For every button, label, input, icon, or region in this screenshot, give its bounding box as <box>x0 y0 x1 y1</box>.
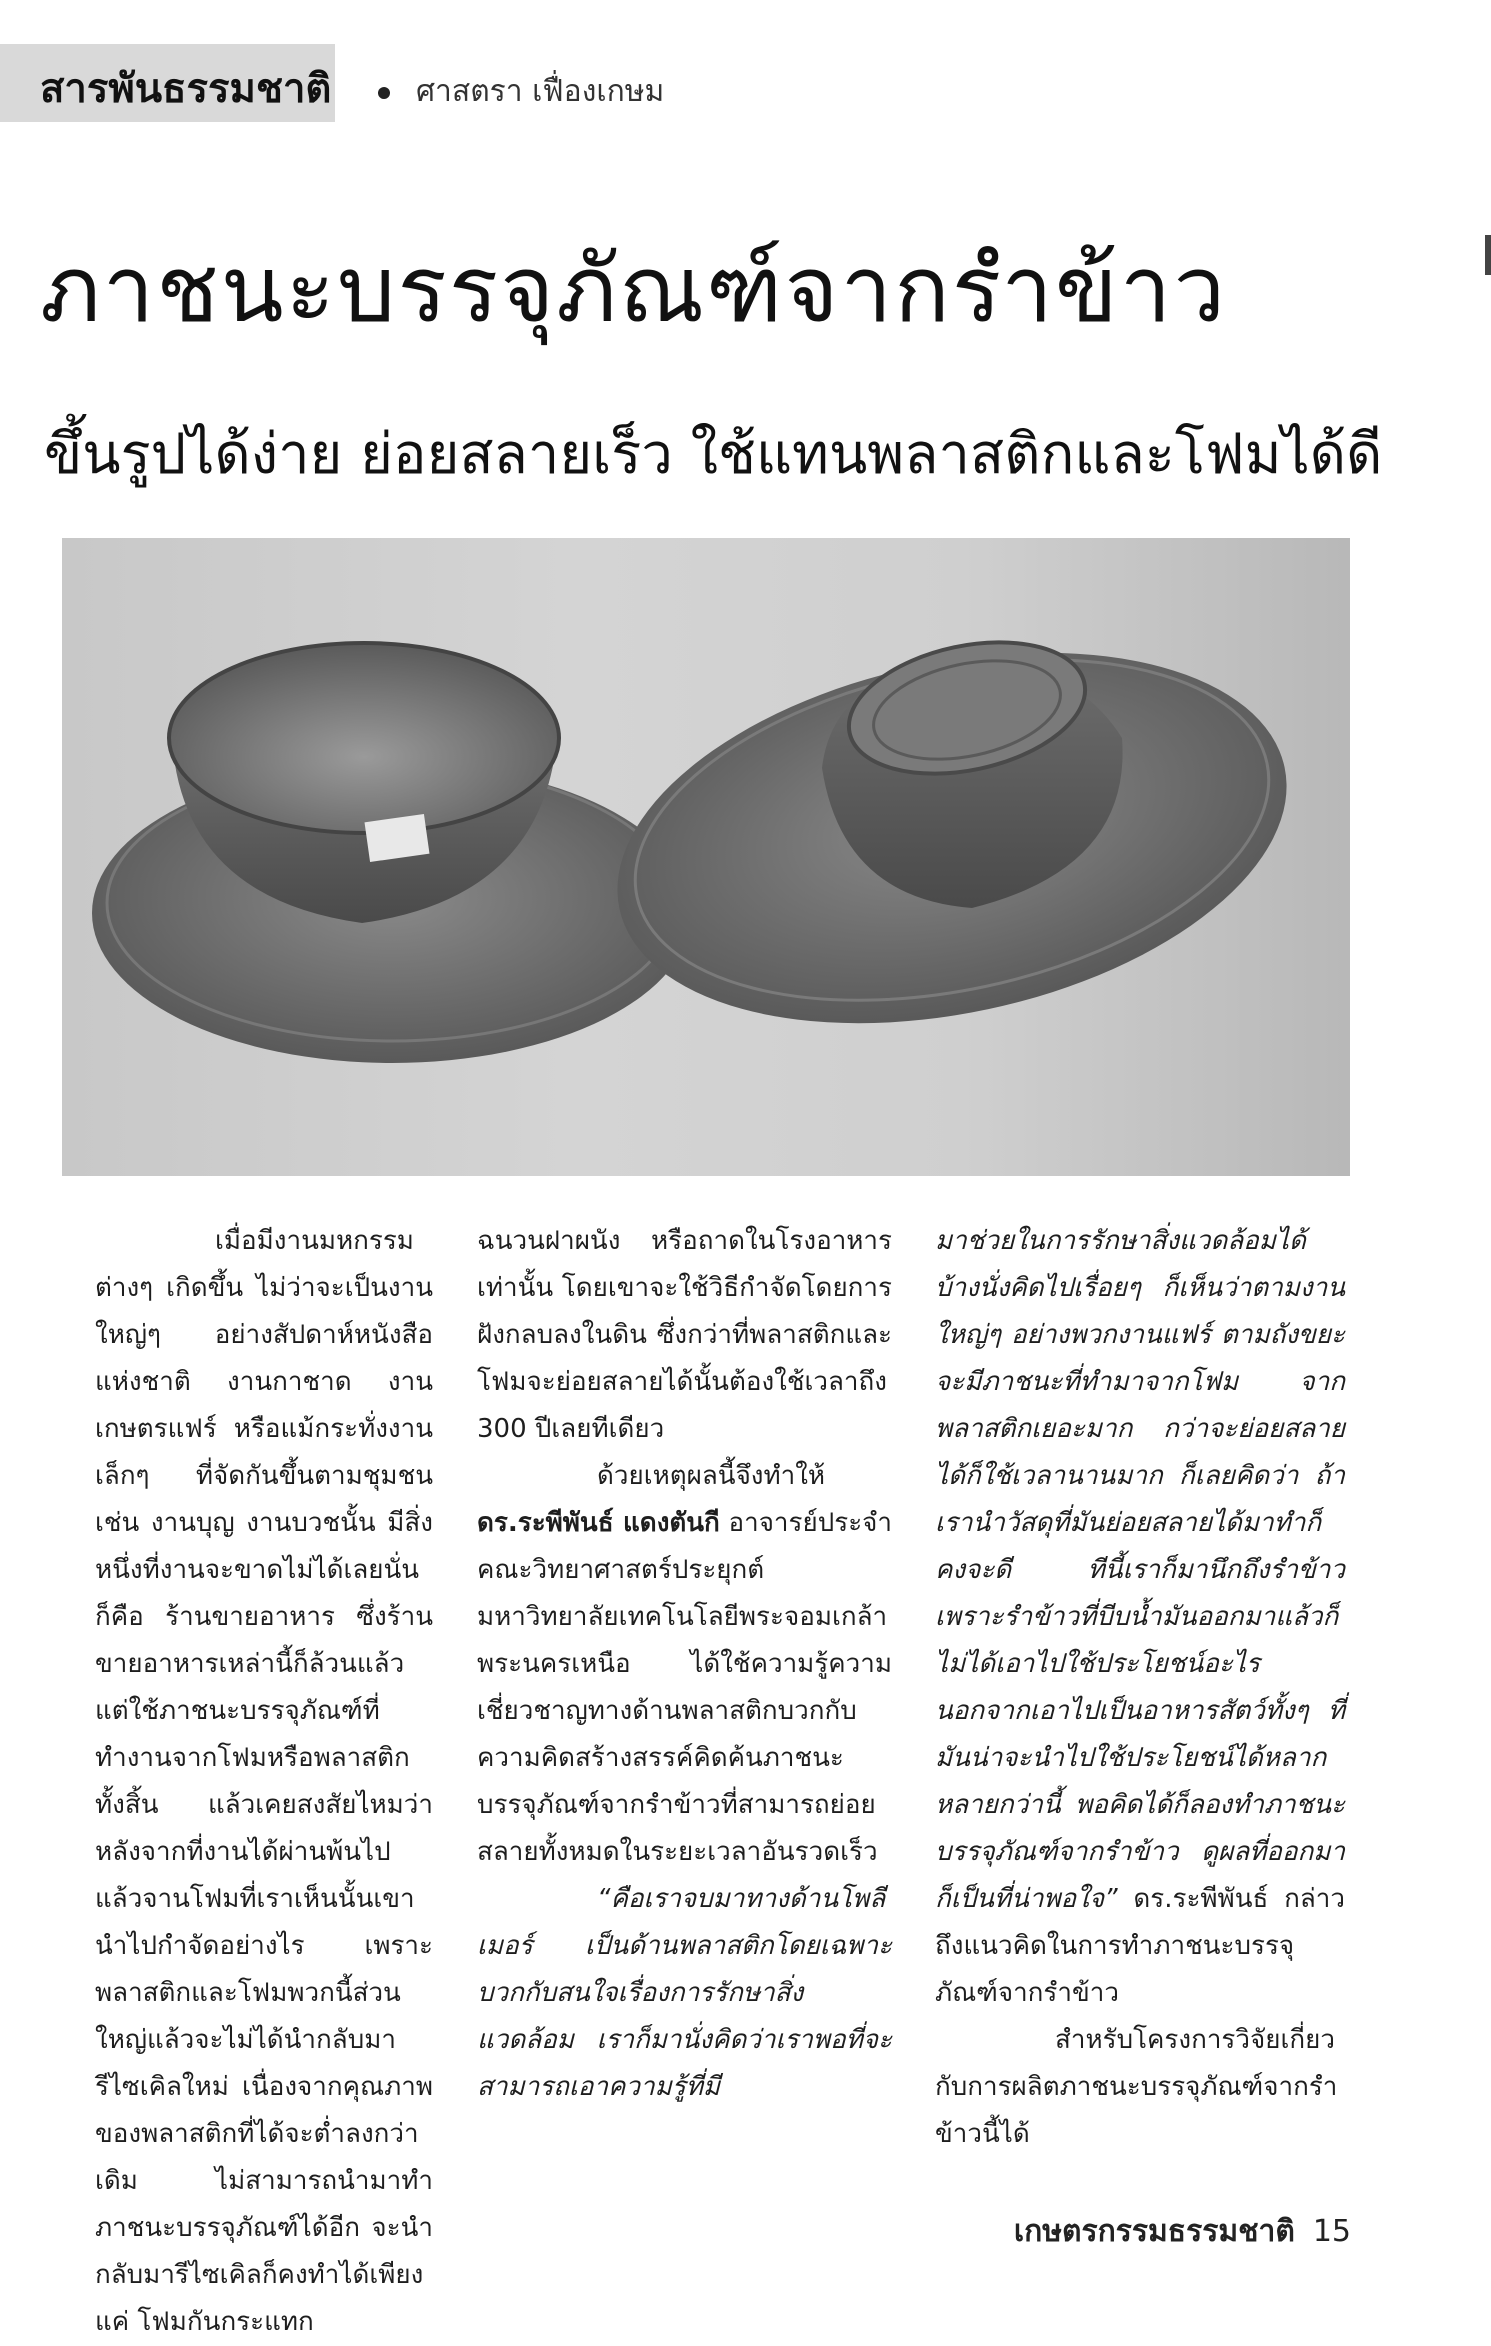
paragraph-rest: อาจารย์ประจำคณะวิทยาศาสตร์ประยุกต์ มหาวิทยาลัยเทคโนโลยีพระจอมเกล้าพระนครเหนือ ได้ใช้ความรู้ความเชี่ยวชาญทางด้านพลาสติกบวกกับความคิดสร้างสรรค์คิดค้นภาชนะบรรจุภัณฑ์จากรำข้าวที่สามารถย่อยสลายทั้งหมดในระยะเวลาอันรวดเร็ว <box>477 1508 892 1867</box>
article-title: ภาชนะบรรจุภัณฑ์จากรำข้าว <box>40 236 1228 343</box>
article-subtitle: ขึ้นรูปได้ง่าย ย่อยสลายเร็ว ใช้แทนพลาสติกและโฟมได้ดี <box>44 422 1383 487</box>
paragraph <box>935 1218 1345 2017</box>
researcher-name: ดร.ระพีพันธ์ แดงตันกี <box>477 1508 720 1538</box>
attribution: ดร.ระพีพันธ์ กล่าวถึงแนวคิดในการทำภาชนะบรรจุภัณฑ์จากรำข้าว <box>935 1884 1345 2008</box>
paragraph: สำหรับโครงการวิจัยเกี่ยวกับการผลิตภาชนะบรรจุภัณฑ์จากรำข้าวนี้ได้ <box>935 2025 1338 2149</box>
section-label: สารพันธรรมชาติ <box>40 66 332 112</box>
paragraph <box>477 1453 892 1876</box>
magazine-name: เกษตรกรรมธรรมชาติ <box>1013 2214 1295 2249</box>
article-photo <box>62 538 1350 1176</box>
page-edge-mark <box>1485 235 1491 275</box>
byline <box>378 68 664 115</box>
quote-paragraph: “คือเราจบมาทางด้านโพลีเมอร์ เป็นด้านพลาสติกโดยเฉพาะ บวกกับสนใจเรื่องการรักษาสิ่งแวดล้อม เราก็มานั่งคิดว่าเราพอที่จะสามารถเอาความรู้ที่มี <box>477 1884 892 2102</box>
author-name: ศาสตรา เฟื่องเกษม <box>416 74 665 109</box>
page-number: 15 <box>1312 2214 1351 2249</box>
page-footer <box>1014 2208 1351 2255</box>
bullet-icon <box>378 87 390 99</box>
paragraph: เมื่อมีงานมหกรรมต่างๆ เกิดขึ้น ไม่ว่าจะเป็นงานใหญ่ๆ อย่างสัปดาห์หนังสือแห่งชาติ งานกาชาด งานเกษตรแฟร์ หรือแม้กระทั่งงานเล็กๆ ที่จัดกันขึ้นตามชุมชน เช่น งานบุญ งานบวชนั้น มีสิ่งหนึ่งที่งานจะขาดไม่ได้เลยนั่นก็คือ ร้านขายอาหาร ซึ่งร้านขายอาหารเหล่านี้ก็ล้วนแล้วแต่ใช้ภาชนะบรรจุภัณฑ์ที่ทำงานจากโฟมหรือพลาสติกทั้งสิ้น แล้วเคยสงสัยไหมว่า หลังจากที่งานได้ผ่านพ้นไปแล้วจานโฟมที่เราเห็นนั้นเขานำไปกำจัดอย่างไร เพราะพลาสติกและโฟมพวกนี้ส่วนใหญ่แล้วจะไม่ได้นำกลับมารีไซเคิลใหม่ เนื่องจากคุณภาพของพลาสติกที่ได้จะต่ำลงกว่าเดิม ไม่สามารถนำมาทำภาชนะบรรจุภัณฑ์ได้อีก จะนำกลับมารีไซเคิลก็คงทำได้เพียงแค่ โฟมกันกระแทก <box>95 1226 433 2337</box>
body-column-2 <box>477 1218 892 2102</box>
paragraph-lead: ด้วยเหตุผลนี้จึงทำให้ <box>597 1461 826 1491</box>
paragraph: ฉนวนฝาผนัง หรือถาดในโรงอาหารเท่านั้น โดยเขาจะใช้วิธีกำจัดโดยการฝังกลบลงในดิน ซึ่งกว่าที่พลาสติกและโฟมจะย่อยสลายได้นั้นต้องใช้เวลาถึง 300 ปีเลยทีเดียว <box>477 1226 892 1444</box>
body-column-3 <box>935 1218 1345 2149</box>
body-column-1 <box>95 1218 433 2337</box>
section-tab <box>0 44 335 122</box>
price-sticker <box>365 814 430 862</box>
quote-continuation: มาช่วยในการรักษาสิ่งแวดล้อมได้บ้างนั่งคิดไปเรื่อยๆ ก็เห็นว่าตามงานใหญ่ๆ อย่างพวกงานแฟร์ ตามถังขยะจะมีภาชนะที่ทำมาจากโฟม จากพลาสติกเยอะมาก กว่าจะย่อยสลายได้ก็ใช้เวลานานมาก ก็เลยคิดว่า ถ้าเรานำวัสดุที่มันย่อยสลายได้มาทำก็คงจะดี ทีนี้เราก็มานึกถึงรำข้าว เพราะรำข้าวที่บีบน้ำมันออกมาแล้วก็ไม่ได้เอาไปใช้ประโยชน์อะไร นอกจากเอาไปเป็นอาหารสัตว์ทั้งๆ ที่มันน่าจะนำไปใช้ประโยชน์ได้หลากหลายกว่านี้ พอคิดได้ก็ลองทำภาชนะบรรจุภัณฑ์จากรำข้าว ดูผลที่ออกมาก็เป็นที่น่าพอใจ” <box>935 1226 1345 1914</box>
bowls-photo-illustration <box>62 538 1350 1176</box>
